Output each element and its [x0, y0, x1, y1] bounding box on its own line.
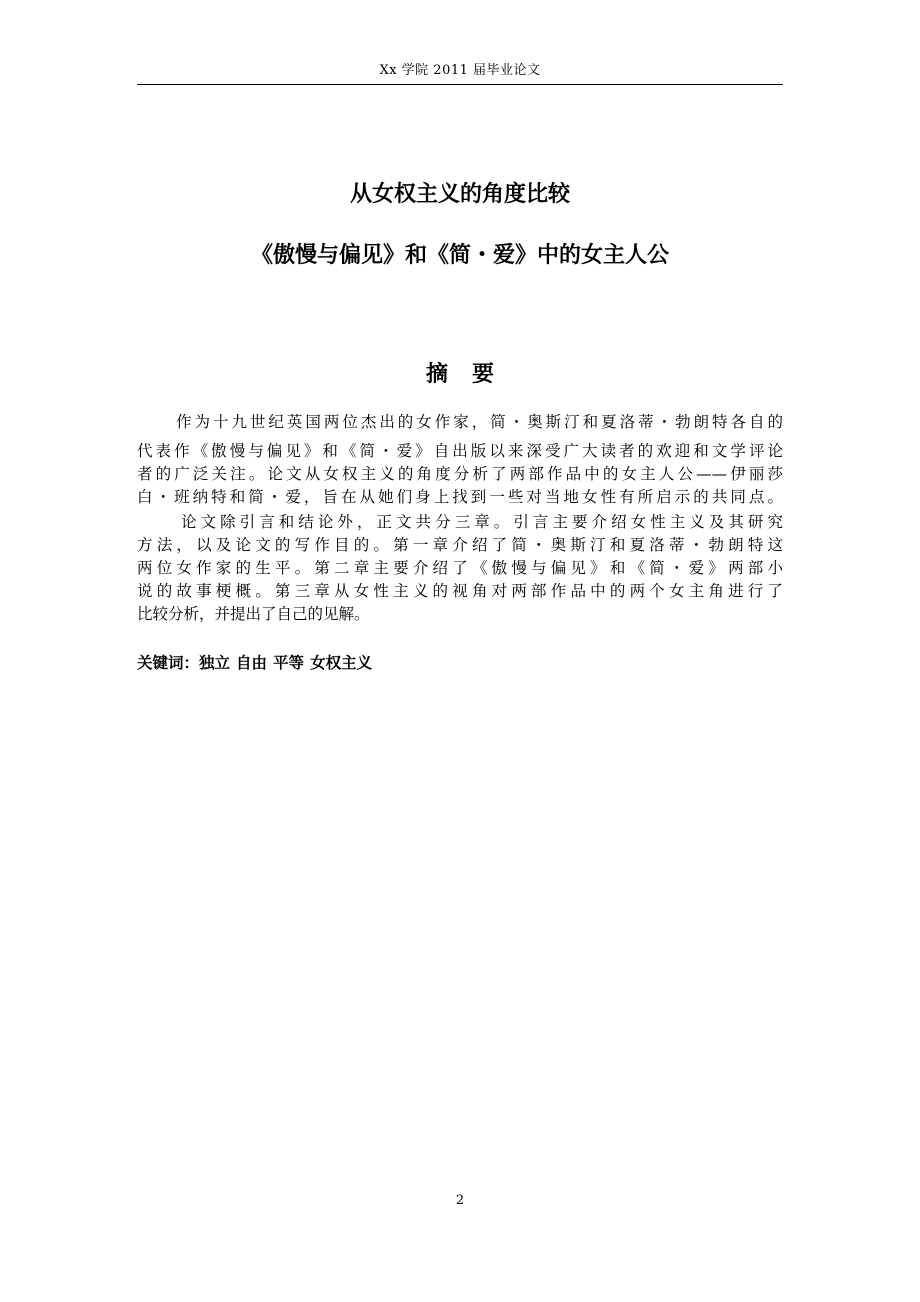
abstract-line: 作为十九世纪英国两位杰出的女作家，简・奥斯汀和夏洛蒂・勃朗特各自的: [176, 413, 783, 431]
header-rule: [137, 84, 783, 85]
abstract-line: 代表作《傲慢与偏见》和《简・爱》自出版以来深受广大读者的欢迎和文学评论: [137, 442, 783, 460]
running-header: Xx 学院 2011 届毕业论文: [379, 63, 541, 78]
keywords-label: 关键词：: [137, 654, 200, 672]
page-number: 2: [455, 1193, 465, 1208]
abstract-heading: 摘要: [425, 362, 518, 387]
abstract-line: 者的广泛关注。论文从女权主义的角度分析了两部作品中的女主人公——伊丽莎: [137, 465, 783, 483]
keyword: 自由: [236, 654, 268, 672]
thesis-title-line-1: 从女权主义的角度比较: [349, 182, 570, 207]
abstract-line: 方法，以及论文的写作目的。第一章介绍了简・奥斯汀和夏洛蒂・勃朗特这: [137, 536, 783, 554]
keyword: 独立: [199, 654, 231, 672]
keywords-line: [137, 652, 372, 674]
keyword: 女权主义: [310, 654, 373, 672]
abstract-line: 说的故事梗概。第三章从女性主义的视角对两部作品中的两个女主角进行了: [137, 582, 783, 600]
abstract-line: 比较分析，并提出了自己的见解。: [137, 605, 370, 623]
keyword: 平等: [273, 654, 305, 672]
abstract-line: 白・班纳特和简・爱，旨在从她们身上找到一些对当地女性有所启示的共同点。: [137, 488, 783, 506]
thesis-title-line-2: 《傲慢与偏见》和《简・爱》中的女主人公: [250, 243, 669, 268]
abstract-line: 论文除引言和结论外，正文共分三章。引言主要介绍女性主义及其研究: [181, 513, 783, 531]
abstract-line: 两位女作家的生平。第二章主要介绍了《傲慢与偏见》和《简・爱》两部小: [137, 559, 783, 577]
